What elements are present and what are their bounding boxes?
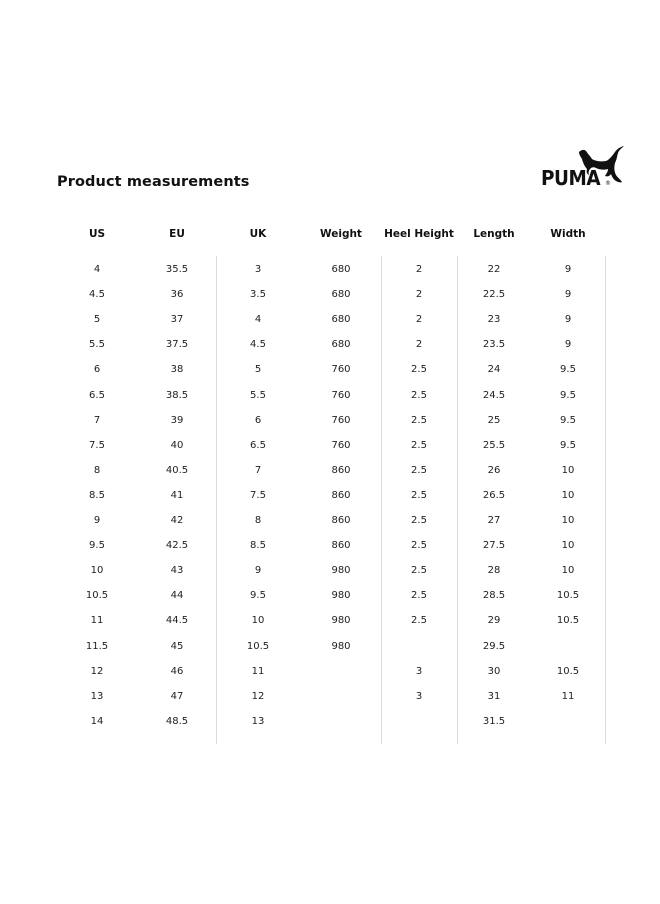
table-cell: 2.5 [411, 565, 427, 577]
column-header: Weight [320, 228, 362, 240]
column-divider [216, 256, 217, 744]
table-cell: 11 [90, 615, 104, 627]
table-cell: 14 [90, 715, 104, 727]
table-cell: 24.5 [482, 389, 506, 401]
table-cell: 2 [415, 264, 423, 275]
table-cell: 2.5 [411, 414, 427, 426]
table-cell: 860 [331, 515, 351, 526]
table-cell: 3 [254, 264, 262, 275]
table-cell: 5 [254, 364, 262, 376]
table-cell: 10.5 [556, 590, 580, 602]
table-cell: 10 [561, 464, 575, 476]
table-cell: 10.5 [246, 640, 270, 652]
column-divider [457, 256, 458, 744]
table-cell: 43 [170, 565, 184, 577]
table-cell: 10.5 [556, 615, 580, 627]
table-cell: 10.5 [556, 665, 580, 677]
table-cell: 37 [170, 314, 184, 326]
table-cell: 2.5 [411, 590, 427, 602]
table-cell: 7.5 [250, 489, 266, 501]
table-cell: 9.5 [560, 389, 576, 401]
page-title: Product measurements [57, 174, 250, 190]
table-cell: 980 [331, 590, 351, 602]
table-cell: 9.5 [560, 439, 576, 451]
table-cell: 11 [561, 690, 575, 702]
table-cell: 5.5 [250, 389, 266, 401]
table-cell: 9.5 [89, 540, 105, 552]
table-cell: 980 [331, 565, 351, 577]
table-cell: 26 [487, 464, 501, 476]
table-cell: 760 [331, 439, 351, 451]
table-cell: 10 [561, 565, 575, 577]
table-cell: 2.5 [411, 615, 427, 627]
table-cell: 47 [170, 690, 184, 702]
table-cell: 8 [254, 515, 262, 526]
table-cell: 680 [331, 339, 351, 351]
table-cell: 9 [564, 289, 572, 301]
table-cell: 3 [415, 690, 423, 702]
table-cell: 11 [251, 665, 265, 677]
table-cell: 8.5 [89, 489, 105, 501]
table-cell: 27 [487, 515, 501, 526]
table-cell: 3.5 [250, 289, 266, 301]
table-cell: 7 [93, 414, 101, 426]
table-cell: 860 [331, 464, 351, 476]
column-header: US [88, 228, 106, 240]
table-cell: 10 [561, 540, 575, 552]
table-cell: 5.5 [89, 339, 105, 351]
table-cell: 2.5 [411, 515, 427, 526]
table-cell: 26.5 [482, 489, 506, 501]
table-cell: 2.5 [411, 464, 427, 476]
table-cell: 2.5 [411, 540, 427, 552]
table-cell: 9 [564, 339, 572, 351]
table-cell: 27.5 [482, 540, 506, 552]
table-cell: 680 [331, 289, 351, 301]
table-cell: 37.5 [165, 339, 189, 351]
table-cell: 10.5 [85, 590, 109, 602]
table-cell: 980 [331, 615, 351, 627]
column-header: Width [550, 228, 586, 240]
table-cell: 4.5 [89, 289, 105, 301]
table-cell: 9.5 [560, 414, 576, 426]
table-cell: 860 [331, 489, 351, 501]
table-cell: 45 [170, 640, 184, 652]
table-cell: 2.5 [411, 439, 427, 451]
table-cell: 4.5 [250, 339, 266, 351]
table-cell: 10 [251, 615, 265, 627]
table-cell: 46 [170, 665, 184, 677]
table-cell: 35.5 [165, 264, 189, 275]
table-cell: 12 [90, 665, 104, 677]
column-divider [381, 256, 382, 744]
table-cell: 6 [93, 364, 101, 376]
table-cell: 11.5 [85, 640, 109, 652]
column-header: EU [169, 228, 185, 240]
table-cell: 25.5 [482, 439, 506, 451]
table-cell: 24 [487, 364, 501, 376]
table-cell: 40 [170, 439, 184, 451]
table-cell: 12 [251, 690, 265, 702]
table-cell: 28 [487, 565, 501, 577]
table-cell: 4 [93, 264, 101, 275]
table-cell: 5 [93, 314, 101, 326]
table-cell: 42 [170, 515, 184, 526]
table-cell: 10 [561, 489, 575, 501]
column-header: UK [249, 228, 267, 240]
column-header: Length [473, 228, 515, 240]
table-cell: 29.5 [482, 640, 506, 652]
table-cell: 42.5 [165, 540, 189, 552]
table-cell: 25 [487, 414, 501, 426]
table-cell: 29 [487, 615, 501, 627]
table-cell: 6.5 [250, 439, 266, 451]
table-cell: 31 [487, 690, 501, 702]
table-cell: 760 [331, 414, 351, 426]
table-cell: 23.5 [482, 339, 506, 351]
table-cell: 44.5 [165, 615, 189, 627]
table-cell: 31.5 [482, 715, 506, 727]
table-cell: 28.5 [482, 590, 506, 602]
table-cell: 6.5 [89, 389, 105, 401]
registered-mark: ® [605, 180, 611, 187]
table-cell: 23 [487, 314, 501, 326]
table-cell: 760 [331, 364, 351, 376]
table-cell: 6 [254, 414, 262, 426]
table-cell: 2.5 [411, 389, 427, 401]
table-cell: 2.5 [411, 489, 427, 501]
table-cell: 2 [415, 289, 423, 301]
table-cell: 44 [170, 590, 184, 602]
table-cell: 13 [251, 715, 265, 727]
table-cell: 9 [564, 264, 572, 275]
table-cell: 2 [415, 339, 423, 351]
table-cell: 36 [170, 289, 184, 301]
table-cell: 680 [331, 314, 351, 326]
table-cell: 680 [331, 264, 351, 275]
table-cell: 7 [254, 464, 262, 476]
table-cell: 9.5 [560, 364, 576, 376]
table-cell: 760 [331, 389, 351, 401]
table-cell: 2 [415, 314, 423, 326]
table-cell: 8.5 [250, 540, 266, 552]
table-cell: 22 [487, 264, 501, 275]
table-cell: 8 [93, 464, 101, 476]
table-cell: 22.5 [482, 289, 506, 301]
table-cell: 2.5 [411, 364, 427, 376]
table-cell: 9.5 [250, 590, 266, 602]
column-divider [605, 256, 606, 744]
puma-wordmark: PUMA [541, 166, 601, 190]
table-cell: 860 [331, 540, 351, 552]
table-cell: 3 [415, 665, 423, 677]
puma-logo [541, 146, 625, 192]
table-cell: 7.5 [89, 439, 105, 451]
table-cell: 48.5 [165, 715, 189, 727]
table-cell: 4 [254, 314, 262, 326]
column-header: Heel Height [384, 228, 454, 240]
table-cell: 9 [93, 515, 101, 526]
table-cell: 980 [331, 640, 351, 652]
table-cell: 30 [487, 665, 501, 677]
table-cell: 39 [170, 414, 184, 426]
table-cell: 38 [170, 364, 184, 376]
table-cell: 9 [564, 314, 572, 326]
table-cell: 10 [561, 515, 575, 526]
table-cell: 9 [254, 565, 262, 577]
table-cell: 10 [90, 565, 104, 577]
table-cell: 13 [90, 690, 104, 702]
table-cell: 41 [170, 489, 184, 501]
table-cell: 40.5 [165, 464, 189, 476]
table-cell: 38.5 [165, 389, 189, 401]
